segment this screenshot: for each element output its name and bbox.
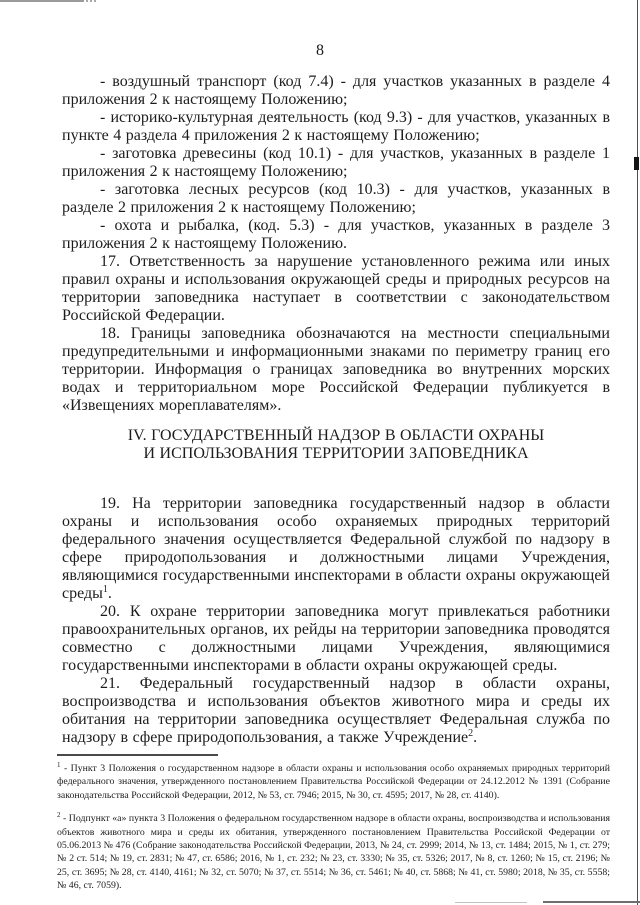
section-heading-iv	[62, 427, 610, 463]
list-item-hunting-fishing: - охота и рыбалка, (код. 5.3) - для участков, указанных в разделе 3 приложения 2 к настоящему Положению.	[62, 217, 610, 252]
paragraph-21	[62, 675, 610, 747]
footnote-ref-2: 2	[468, 728, 474, 739]
document-body	[62, 73, 610, 747]
scan-artifact-right-edge-blob	[634, 157, 639, 170]
section-heading-line-2: И ИСПОЛЬЗОВАНИЯ ТЕРРИТОРИИ ЗАПОВЕДНИКА	[143, 445, 529, 462]
paragraph-18: 18. Границы заповедника обозначаются на местности специальными предупредительными и информационными знаками по периметру границ его территории. Информация о границах заповедника во внутренних морских водах и территориальном море Российской Федерации публикуется в «Извещениях мореплавателям».	[62, 325, 610, 414]
footnote-1	[57, 762, 610, 802]
footnote-1-marker: 1	[57, 761, 61, 769]
scan-artifact-top-line	[0, 0, 84, 2]
list-item-timber-harvesting: - заготовка древесины (код 10.1) - для участков, указанных в разделе 1 приложения 2 к настоящему Положению;	[62, 145, 610, 180]
list-item-historical-cultural: - историко-культурная деятельность (код 9.3) - для участков, указанных в пункте 4 раздела 4 приложения 2 к настоящему Положению;	[62, 109, 610, 144]
footnote-separator-line	[57, 754, 218, 756]
scan-artifact-right-edge-line	[637, 0, 638, 905]
paragraph-21-text: 21. Федеральный государственный надзор в области охраны, воспроизводства и использования объектов животного мира и среды их обитания на территории заповедника осуществляет Федеральная служба по надзору в сфере природопользования, а также Учреждение	[62, 675, 610, 746]
paragraph-19-tail: .	[107, 585, 112, 602]
paragraph-19-text: 19. На территории заповедника государственный надзор в области охраны и использования особо охраняемых природных территорий федерального значения осуществляется Федеральной службой по надзору в сфере природопользования и должностными лицами Учреждения, являющимися государственными инспекторами в области охраны окружающей среды	[62, 495, 610, 602]
footnote-2-marker: 2	[57, 811, 61, 820]
footnote-2-text: - Подпункт «а» пункта 3 Положения о федеральном государственном надзоре в области охраны, воспроизводства и использования объектов животного мира и среды их обитания, утвержденного постановлением Правительства Российской Федерации от 05.06.2013 № 476 (Собрание законодательства Российской Федерации, 2013, № 24, ст. 2999; 2014, № 13, ст. 1484; 2015, № 1, ст. 279; № 2 ст. 514; № 19, ст. 2831; № 47, ст. 6586; 2016, № 1, ст. 232; № 23, ст. 3330; № 35, ст. 5326; 2017, № 8, ст. 1260; № 15, ст. 2196; № 25, ст. 3695; № 28, ст. 4140, 4161; № 32, ст. 5070; № 37, ст. 5514; № 36, ст. 5461; № 40, ст. 5868; № 41, ст. 5980; 2018, № 35, ст. 5558; № 46, ст. 7059).	[57, 813, 610, 892]
paragraph-21-tail: .	[473, 729, 478, 746]
paragraph-17: 17. Ответственность за нарушение установленного режима или иных правил охраны и использования окружающей среды и природных ресурсов на территории заповедника наступает в соответствии с законодательством Российской Федерации.	[62, 253, 610, 324]
scan-artifact-top-dots	[86, 0, 88, 2]
paragraph-20: 20. К охране территории заповедника могут привлекаться работники правоохранительных органов, их рейды на территории заповедника проводятся совместно с должностными лицами Учреждения, являющимися государственными инспекторами в области охраны окружающей среды.	[62, 603, 610, 674]
footnote-2	[57, 812, 610, 892]
footnote-1-text: - Пункт 3 Положения о государственном надзоре в области охраны и использования особо охраняемых природных территорий федерального значения, утвержденного постановлением Правительства Российской Федерации от 24.12.2012 № 1391 (Собрание законодательства Российской Федерации, 2012, № 53, ст. 7946; 2015, № 30, ст. 4595; 2017, № 28, ст. 4140).	[57, 763, 610, 801]
page-number: 8	[316, 42, 324, 59]
paragraph-19	[62, 495, 610, 603]
section-heading-line-1: IV. ГОСУДАРСТВЕННЫЙ НАДЗОР В ОБЛАСТИ ОХРАНЫ	[127, 427, 545, 444]
footnote-ref-1: 1	[102, 584, 108, 595]
list-item-forest-resources: - заготовка лесных ресурсов (код 10.3) - для участков, указанных в разделе 2 приложения 2 к настоящему Положению;	[62, 181, 610, 216]
list-item-air-transport: - воздушный транспорт (код 7.4) - для участков указанных в разделе 4 приложения 2 к настоящему Положению;	[62, 73, 610, 108]
footnotes-section	[57, 754, 610, 903]
